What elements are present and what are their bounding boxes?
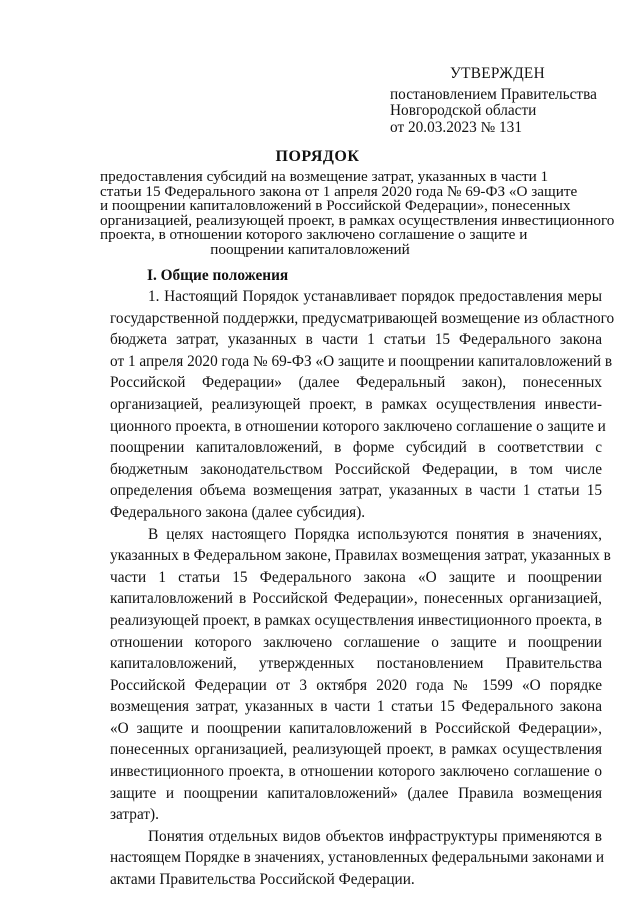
paragraph [110, 286, 615, 524]
paragraph-line: понесенных организацией, реализующей проект, в рамках осуществления [110, 741, 602, 759]
paragraph-line: части 1 статьи 15 Федерального закона «О защите и поощрении [110, 568, 602, 586]
paragraph-line: определения объема возмещения затрат, указанных в части 1 статьи 15 [110, 482, 602, 500]
section-heading: I. Общие положения [147, 267, 289, 284]
subtitle-line: проекта, в отношении которого заключено соглашение о защите и [100, 226, 528, 244]
paragraph-line: от 1 апреля 2020 года № 69-ФЗ «О защите и поощрении капиталовложений в [110, 352, 613, 370]
paragraph-line: Понятия отдельных видов объектов инфраструктуры применяются в [148, 827, 602, 845]
approval-line: от 20.03.2023 № 131 [390, 118, 522, 136]
paragraph-line: бюджета затрат, указанных в части 1 статьи 15 Федерального закона [110, 331, 602, 349]
paragraph-line: указанных в Федеральном законе, Правилах возмещения затрат, указанных в [110, 547, 611, 565]
paragraph-line: Российской Федерации» (далее Федеральный закон), понесенных [110, 374, 602, 392]
paragraph [110, 826, 605, 891]
paragraph-line: актами Правительства Российской Федерации. [110, 871, 415, 889]
paragraph [110, 524, 611, 826]
section-body [110, 286, 615, 891]
approval-line: Новгородской области [390, 102, 537, 119]
paragraph-line: Российской Федерации от 3 октября 2020 года № 1599 «О порядке [110, 676, 602, 694]
paragraph-line: поощрении капиталовложений, в форме субсидий в соответствии с [110, 439, 602, 457]
paragraph-line: настоящем Порядке в значениях, установленных федеральными законами и [110, 849, 605, 867]
document-title: ПОРЯДОК [275, 148, 360, 165]
paragraph-line: капиталовложений в Российской Федерации», понесенных организацией, [110, 590, 602, 608]
approval-block [390, 66, 620, 136]
paragraph-line: защите и поощрении капиталовложений» (далее Правила возмещения [110, 784, 602, 802]
document-subtitle [100, 168, 615, 258]
paragraph-line: 1. Настоящий Порядок устанавливает порядок предоставления меры [148, 288, 602, 305]
subtitle-line: предоставления субсидий на возмещение затрат, указанных в части 1 [100, 168, 549, 185]
subtitle-line: организацией, реализующей проект, в рамках осуществления инвестиционного [100, 211, 615, 229]
paragraph-line: «О защите и поощрении капиталовложений в Российской Федерации», [110, 719, 602, 737]
subtitle-line: поощрении капиталовложений [210, 240, 410, 258]
subtitle-line: статьи 15 Федерального закона от 1 апреля 2020 года № 69-ФЗ «О защите [100, 182, 578, 200]
paragraph-line: отношении которого заключено соглашение о защите и поощрении [110, 633, 602, 651]
approval-line: постановлением Правительства [390, 85, 597, 103]
approval-title: УТВЕРЖДЕН [450, 65, 545, 82]
paragraph-line: Федерального закона (далее субсидия). [110, 503, 366, 521]
paragraph-line: бюджетным законодательством Российской Федерации, в том числе [110, 460, 602, 478]
paragraph-line: организацией, реализующей проект, в рамках осуществления инвести- [110, 395, 602, 413]
paragraph-line: возмещения затрат, указанных в части 1 статьи 15 Федерального закона [110, 698, 602, 716]
subtitle-line: и поощрении капиталовложений в Российской Федерации», понесенных [100, 197, 571, 215]
paragraph-line: государственной поддержки, предусматривающей возмещение из областного [110, 309, 615, 327]
paragraph-line: ционного проекта, в отношении которого заключено соглашение о защите и [110, 417, 606, 435]
paragraph-line: реализующей проект, в рамках осуществления инвестиционного проекта, в [110, 611, 602, 629]
paragraph-line: затрат). [110, 806, 159, 824]
paragraph-line: капиталовложений, утвержденных постановлением Правительства [110, 655, 602, 673]
paragraph-line: В целях настоящего Порядка используются понятия в значениях, [148, 525, 602, 543]
paragraph-line: инвестиционного проекта, в отношении которого заключено соглашение о [110, 763, 602, 781]
